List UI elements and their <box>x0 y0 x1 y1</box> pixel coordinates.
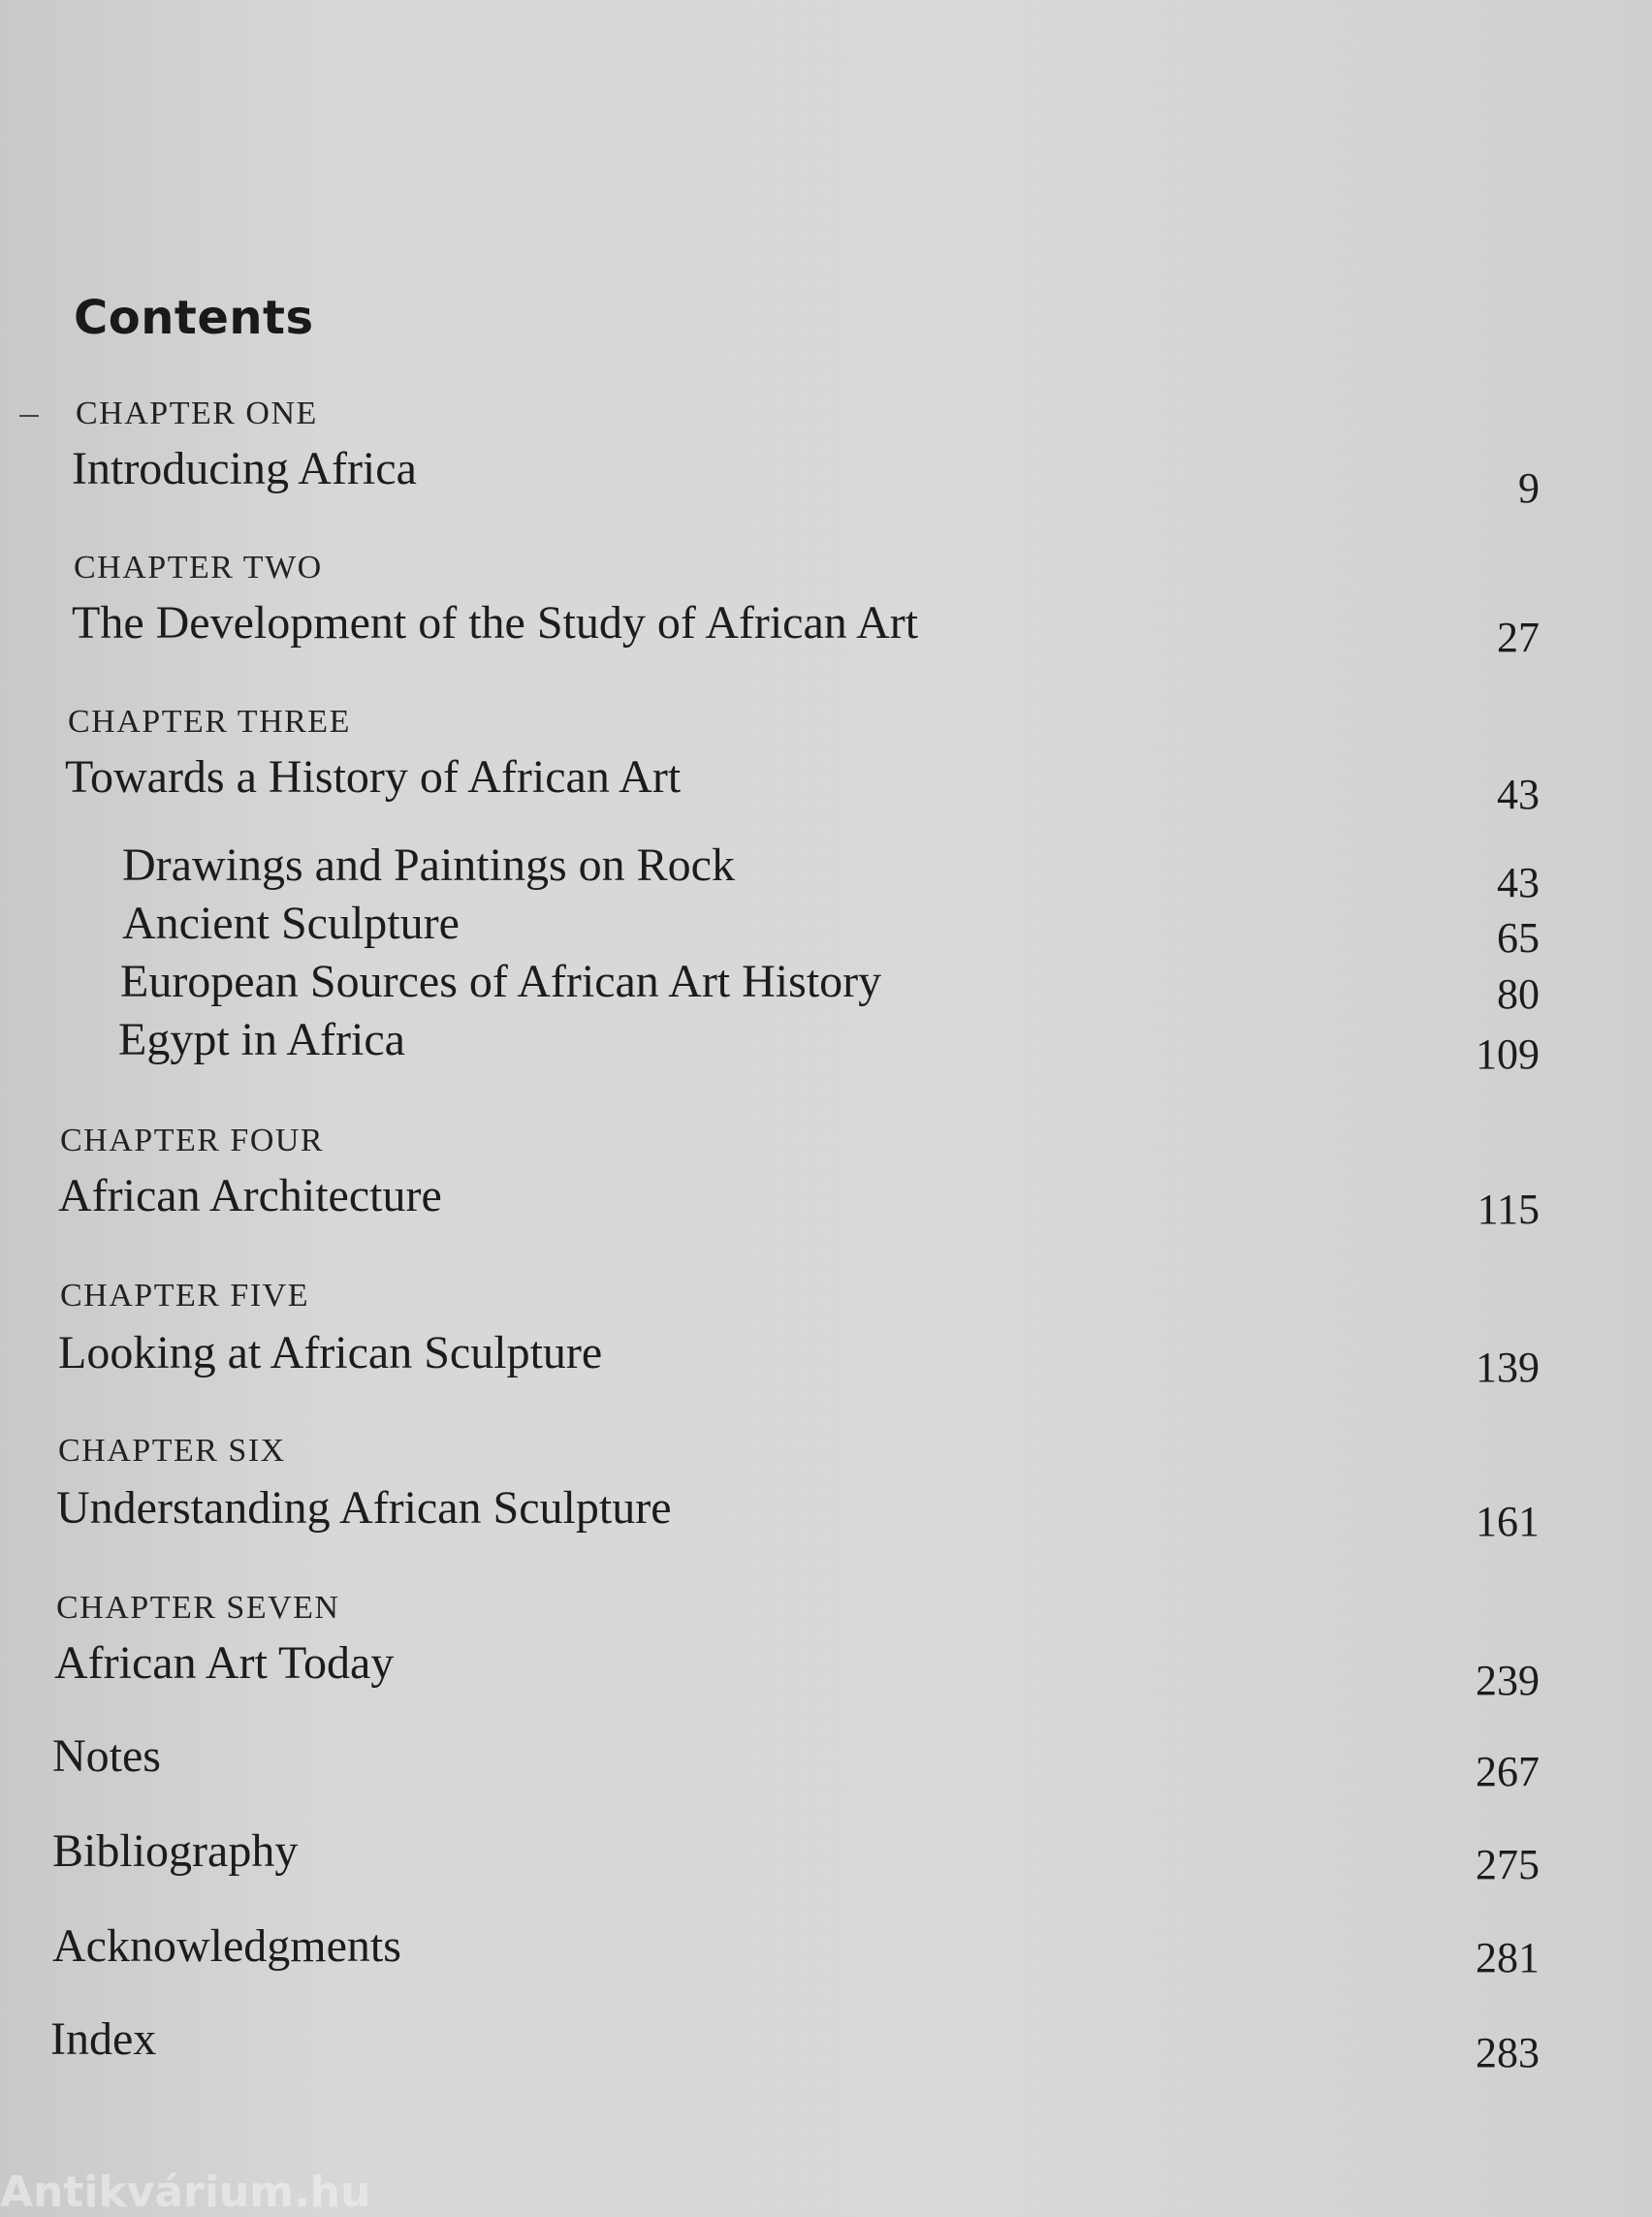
section-title[interactable]: Ancient Sculpture <box>122 898 460 949</box>
chapter-label: CHAPTER SIX <box>58 1433 286 1469</box>
chapter-title[interactable]: The Development of the Study of African Art <box>72 597 919 649</box>
chapter-title[interactable]: Looking at African Sculpture <box>58 1327 603 1378</box>
back-matter-title[interactable]: Bibliography <box>52 1825 299 1877</box>
watermark: Antikvárium.hu <box>0 2168 371 2217</box>
back-matter-title[interactable]: Notes <box>52 1730 161 1782</box>
chapter-title[interactable]: Towards a History of African Art <box>65 751 682 803</box>
page-number: 283 <box>1476 2029 1540 2076</box>
chapter-label: CHAPTER FIVE <box>60 1278 309 1314</box>
chapter-title[interactable]: African Art Today <box>54 1637 395 1689</box>
page-number: 43 <box>1497 771 1540 818</box>
page-number: 275 <box>1476 1841 1540 1888</box>
chapter-title[interactable]: Understanding African Sculpture <box>56 1482 672 1534</box>
page-number: 281 <box>1476 1934 1540 1981</box>
chapter-label: CHAPTER TWO <box>74 550 323 586</box>
back-matter-title[interactable]: Acknowledgments <box>52 1920 401 1972</box>
chapter-title[interactable]: Introducing Africa <box>72 443 417 494</box>
chapter-title[interactable]: African Architecture <box>58 1170 442 1221</box>
chapter-label: CHAPTER THREE <box>68 704 351 740</box>
page-title: Contents <box>74 291 314 345</box>
page-number: 43 <box>1497 859 1540 906</box>
margin-mark <box>19 415 39 417</box>
chapter-label: CHAPTER SEVEN <box>56 1590 340 1626</box>
page-number: 115 <box>1477 1186 1540 1233</box>
page-number: 9 <box>1518 464 1540 512</box>
section-title[interactable]: European Sources of African Art History <box>120 956 882 1007</box>
page-number: 267 <box>1476 1748 1540 1795</box>
chapter-label: CHAPTER FOUR <box>60 1123 325 1158</box>
page-number: 80 <box>1497 970 1540 1018</box>
page-number: 239 <box>1476 1657 1540 1704</box>
section-title[interactable]: Drawings and Paintings on Rock <box>122 839 735 891</box>
page-number: 161 <box>1476 1498 1540 1545</box>
back-matter-title[interactable]: Index <box>50 2013 157 2065</box>
page-number: 109 <box>1476 1030 1540 1078</box>
chapter-label: CHAPTER ONE <box>76 396 318 431</box>
page-number: 139 <box>1476 1344 1540 1391</box>
page-number: 65 <box>1497 914 1540 962</box>
section-title[interactable]: Egypt in Africa <box>118 1014 405 1065</box>
page-number: 27 <box>1497 614 1540 661</box>
